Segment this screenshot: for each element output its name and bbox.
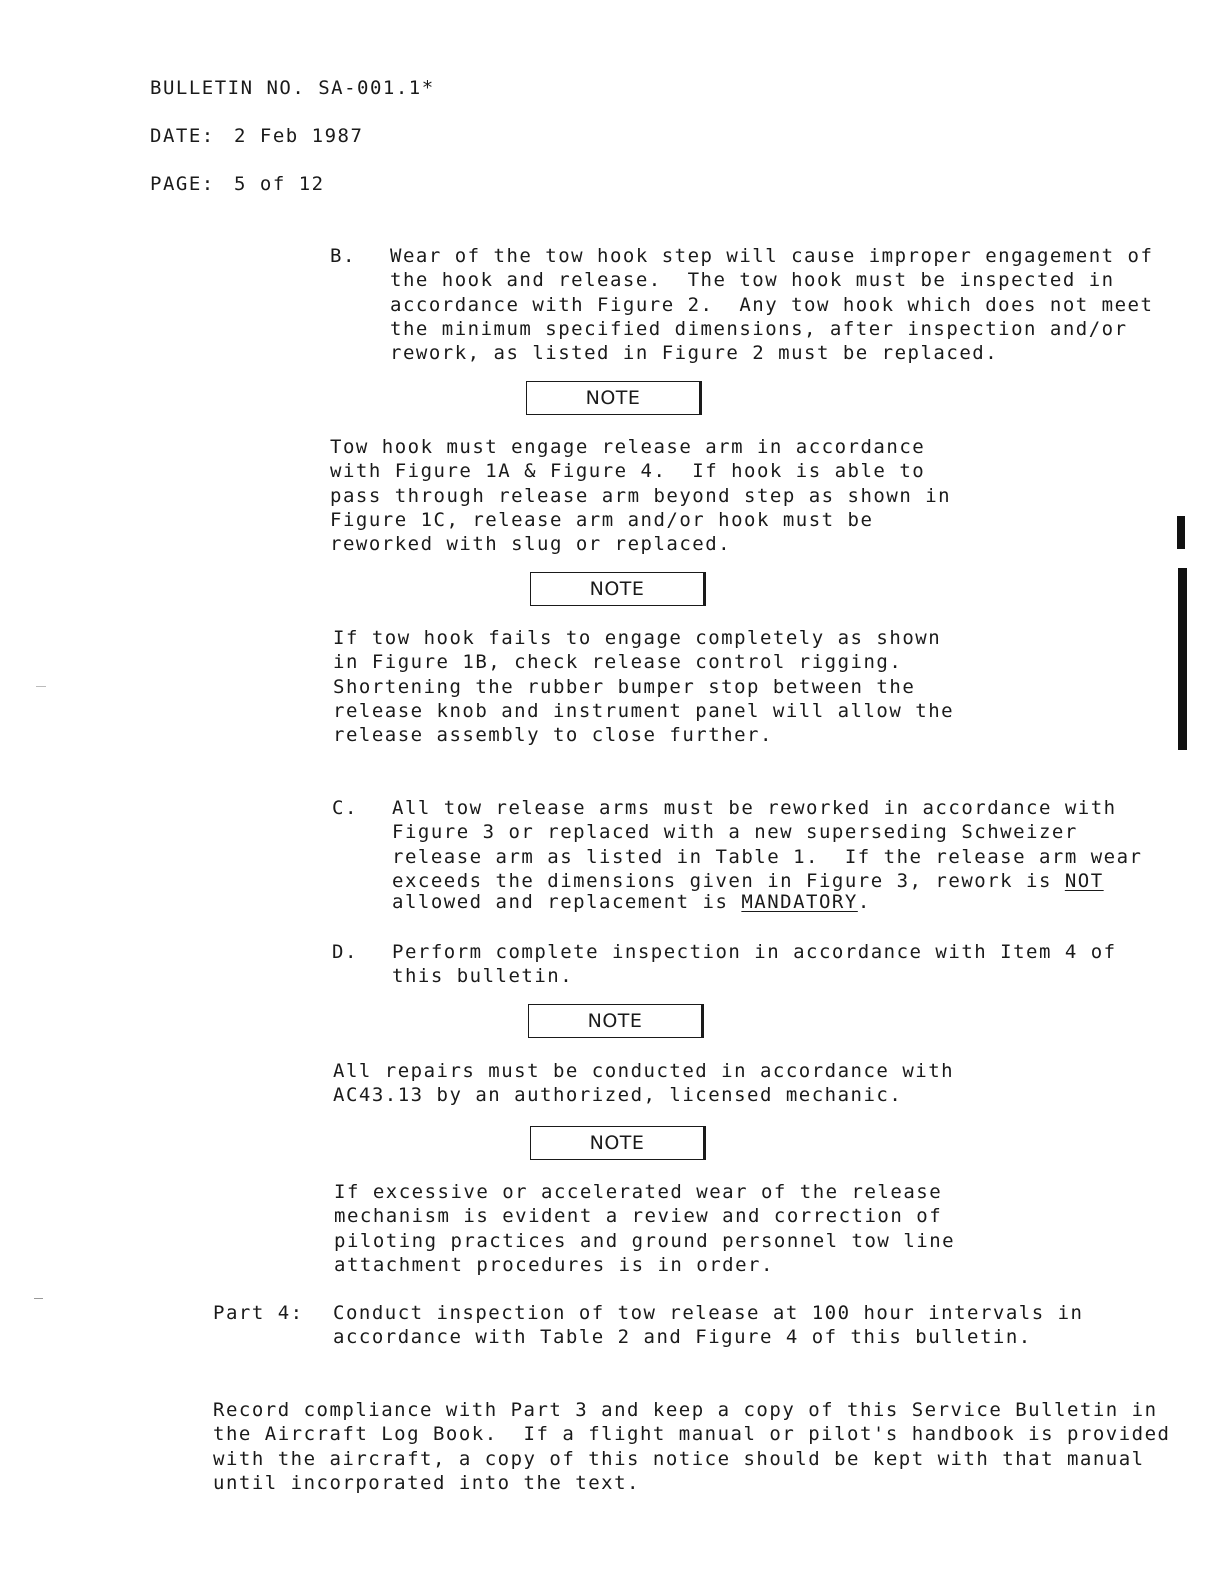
item-b-line: rework, as listed in Figure 2 must be replaced. bbox=[390, 342, 999, 365]
item-c-line: release arm as listed in Table 1. If the release arm wear bbox=[392, 845, 1143, 868]
record-compliance-text bbox=[213, 1398, 1170, 1495]
note-box: NOTE bbox=[530, 1126, 706, 1160]
revision-bar bbox=[1177, 516, 1185, 549]
item-c-line4-text: exceeds the dimensions given in Figure 3, rework is bbox=[392, 869, 1065, 892]
note-line: piloting practices and ground personnel tow line bbox=[334, 1229, 956, 1252]
note-line: release assembly to close further. bbox=[333, 724, 773, 747]
date-label: DATE: bbox=[150, 125, 215, 147]
mandatory-emphasis: MANDATORY bbox=[741, 891, 858, 914]
note-line: Tow hook must engage release arm in accordance bbox=[330, 436, 926, 458]
note-line: attachment procedures is in order. bbox=[334, 1253, 774, 1276]
note-3-text bbox=[333, 1059, 954, 1108]
item-b-line: Wear of the tow hook step will cause improper engagement of bbox=[390, 245, 1154, 267]
item-b-line: the minimum specified dimensions, after inspection and/or bbox=[390, 317, 1128, 340]
note-line: Shortening the rubber bumper stop between the bbox=[333, 675, 916, 698]
note-line: AC43.13 by an authorized, licensed mechanic. bbox=[333, 1084, 903, 1107]
note-line: If tow hook fails to engage completely as shown bbox=[333, 627, 942, 649]
page-label: PAGE: bbox=[150, 173, 215, 195]
part-4-label: Part 4: bbox=[213, 1302, 304, 1324]
note-line: in Figure 1B, check release control rigging. bbox=[333, 651, 903, 674]
item-d-letter: D. bbox=[332, 941, 358, 963]
page-value: 5 of 12 bbox=[234, 173, 325, 195]
note-line: with Figure 1A & Figure 4. If hook is able to bbox=[330, 460, 926, 483]
note-line: mechanism is evident a review and correction of bbox=[334, 1205, 943, 1228]
note-line: pass through release arm beyond step as shown in bbox=[330, 484, 952, 507]
note-4-text bbox=[334, 1180, 955, 1277]
record-line: until incorporated into the text. bbox=[213, 1471, 640, 1494]
item-c-line bbox=[392, 890, 1142, 914]
note-line: release knob and instrument panel will allow the bbox=[333, 699, 955, 722]
note-line: Figure 1C, release arm and/or hook must be bbox=[330, 508, 874, 531]
revision-bar bbox=[1178, 568, 1187, 750]
part-4-text bbox=[333, 1301, 1083, 1350]
record-line: Record compliance with Part 3 and keep a copy of this Service Bulletin in bbox=[213, 1399, 1158, 1421]
item-d-text bbox=[392, 940, 1117, 989]
record-line: the Aircraft Log Book. If a flight manual or pilot's handbook is provided bbox=[213, 1423, 1171, 1446]
scan-speck bbox=[36, 686, 46, 687]
item-b-line: the hook and release. The tow hook must be inspected in bbox=[390, 269, 1115, 292]
scan-speck bbox=[34, 1298, 43, 1299]
item-b-letter: B. bbox=[330, 245, 356, 267]
record-line: with the aircraft, a copy of this notice should be kept with that manual bbox=[213, 1447, 1145, 1470]
item-c-line: Figure 3 or replaced with a new superseding Schweizer bbox=[392, 821, 1078, 844]
item-c-text bbox=[392, 796, 1142, 914]
note-2-text bbox=[333, 626, 954, 747]
date-value: 2 Feb 1987 bbox=[234, 125, 364, 147]
note-box: NOTE bbox=[528, 1004, 704, 1038]
note-line: reworked with slug or replaced. bbox=[330, 533, 732, 556]
note-line: All repairs must be conducted in accordance with bbox=[333, 1060, 955, 1082]
item-c-line: All tow release arms must be reworked in accordance with bbox=[392, 797, 1117, 819]
note-1-text bbox=[330, 435, 951, 556]
part-4-line: accordance with Table 2 and Figure 4 of this bulletin. bbox=[333, 1326, 1032, 1349]
item-d-line: Perform complete inspection in accordance with Item 4 of bbox=[392, 941, 1117, 963]
part-4-line: Conduct inspection of tow release at 100 hour intervals in bbox=[333, 1302, 1084, 1324]
item-b-text bbox=[390, 244, 1153, 365]
bulletin-number: BULLETIN NO. SA-001.1* bbox=[150, 77, 435, 99]
item-c-line5-period: . bbox=[857, 891, 871, 914]
note-box: NOTE bbox=[526, 381, 702, 415]
note-box: NOTE bbox=[530, 572, 706, 606]
note-line: If excessive or accelerated wear of the release bbox=[334, 1181, 943, 1203]
item-d-line: this bulletin. bbox=[392, 965, 574, 988]
item-c-line5-text: allowed and replacement is bbox=[392, 891, 742, 914]
item-b-line: accordance with Figure 2. Any tow hook which does not meet bbox=[390, 293, 1154, 316]
item-c-letter: C. bbox=[332, 797, 358, 819]
not-emphasis: NOT bbox=[1064, 869, 1104, 892]
